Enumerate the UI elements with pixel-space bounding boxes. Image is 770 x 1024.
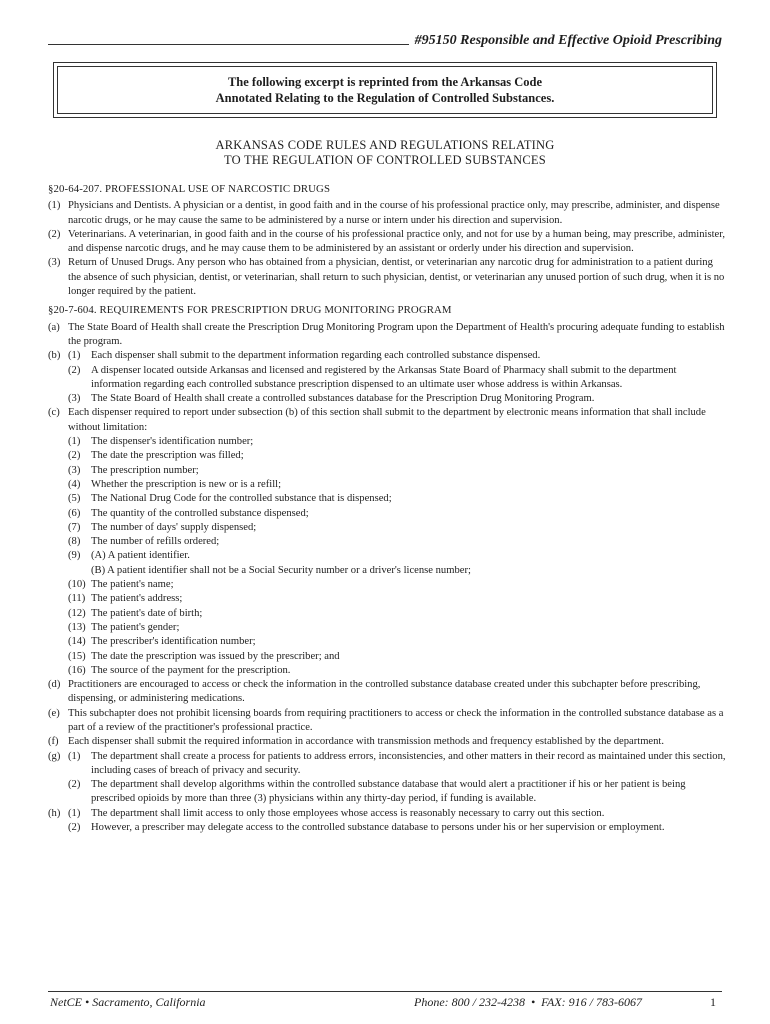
header-rule (48, 43, 409, 45)
sub-text: Each dispenser shall submit to the department information regarding each controlled substance dispensed. (91, 350, 541, 362)
sub-item (68, 349, 728, 363)
excerpt-notice-box (53, 62, 717, 118)
field-marker: (6) (68, 507, 81, 519)
list-item (48, 256, 728, 299)
item-text: Practitioners are encouraged to access or check the information in the controlled substance database created under this subchapter before prescribing, dispensing, or administering medications. (68, 679, 701, 705)
course-title: #95150 Responsible and Effective Opioid Prescribing (414, 33, 722, 48)
field-text: Whether the prescription is new or is a refill; (91, 478, 282, 490)
item-body (68, 750, 728, 779)
item-marker: (h) (48, 807, 61, 819)
field-marker: (12) (68, 607, 86, 619)
list-item (48, 199, 728, 228)
sub-text: The State Board of Health shall create a controlled substances database for the Prescription Drug Monitoring Program. (91, 393, 595, 405)
field-marker: (15) (68, 650, 86, 662)
list-item (48, 349, 728, 363)
field-text: (B) A patient identifier shall not be a Social Security number or a driver's license number; (91, 564, 471, 576)
page-number: 1 (710, 995, 716, 1009)
sub-marker: (2) (68, 822, 81, 834)
section-heading-pdmp: §20-7-604. REQUIREMENTS FOR PRESCRIPTION DRUG MONITORING PROGRAM (48, 304, 452, 317)
field-text: The prescription number; (91, 464, 199, 476)
sub-item (68, 750, 728, 779)
field-text: The number of days' supply dispensed; (91, 521, 257, 533)
item-text: Each dispenser required to report under subsection (b) of this section shall submit to the department by electronic means information that shall include without limitation: (68, 407, 706, 433)
sub-text: However, a prescriber may delegate access to the controlled substance database to persons under his or her supervision or employment. (91, 822, 665, 834)
sub-text: A dispenser located outside Arkansas and licensed and registered by the Arkansas State Board of Pharmacy shall submit to the department information regarding each controlled substance prescription dispensed to an ultimate user whose address is within Arkansas. (91, 364, 677, 390)
item-marker: (2) (48, 228, 61, 240)
field-marker: (3) (68, 464, 81, 476)
sub-marker: (1) (68, 350, 81, 362)
list-item (48, 228, 728, 257)
data-field-item (48, 478, 728, 492)
page-footer (48, 991, 722, 1009)
data-field-item (48, 578, 728, 592)
data-field-item (48, 635, 728, 649)
item-marker: (d) (48, 679, 61, 691)
data-field-item (48, 492, 728, 506)
list-item (48, 735, 728, 749)
field-text: The number of refills ordered; (91, 536, 220, 548)
page-header (48, 33, 722, 49)
sub-marker: (1) (68, 750, 81, 762)
item-marker: (f) (48, 736, 59, 748)
section-heading-narcotic-drugs: §20-64-207. PROFESSIONAL USE OF NARCOSTIC DRUGS (48, 183, 331, 195)
field-marker: (14) (68, 636, 86, 648)
item-marker: (c) (48, 407, 60, 419)
document-title-line-1: ARKANSAS CODE RULES AND REGULATIONS RELATING (215, 138, 555, 152)
sub-text: The department shall develop algorithms within the controlled substance database that would alert a practitioner if his or her patient is being prescribed opioids by more than three (3) physicians within any thirty-day period, if funding is available. (91, 779, 686, 805)
list-item (48, 807, 728, 821)
data-field-item (48, 592, 728, 606)
field-marker: (11) (68, 593, 86, 605)
field-text: (A) A patient identifier. (91, 550, 190, 562)
document-title (48, 138, 722, 168)
field-marker: (4) (68, 478, 81, 490)
data-field-item (48, 607, 728, 621)
list-item (48, 707, 728, 736)
field-marker: (9) (68, 550, 81, 562)
field-text: The dispenser's identification number; (91, 436, 254, 448)
list-item (48, 750, 728, 779)
data-field-item (48, 650, 728, 664)
sub-item (68, 807, 728, 821)
field-marker: (5) (68, 493, 81, 505)
list-item (48, 406, 728, 435)
field-marker: (7) (68, 521, 81, 533)
sub-marker: (2) (68, 364, 81, 376)
field-marker: (2) (68, 450, 81, 462)
sub-item (48, 778, 728, 807)
field-marker (68, 564, 91, 578)
item-marker: (1) (48, 200, 61, 212)
item-text: Each dispenser shall submit the required information in accordance with transmission methods and frequency established by the department. (68, 736, 665, 748)
data-field-item (48, 564, 728, 578)
field-marker: (13) (68, 621, 86, 633)
data-field-item (48, 464, 728, 478)
field-text: The National Drug Code for the controlled substance that is dispensed; (91, 493, 392, 505)
item-marker: (g) (48, 750, 61, 762)
document-body (48, 182, 728, 835)
footer-publisher: NetCE • Sacramento, California (50, 995, 206, 1009)
field-text: The patient's gender; (91, 621, 180, 633)
data-field-item (48, 549, 728, 563)
field-text: The patient's address; (91, 593, 183, 605)
footer-contact: Phone: 800 / 232-4238 • FAX: 916 / 783-6067 (414, 995, 642, 1009)
item-marker: (3) (48, 257, 61, 269)
data-field-item (48, 535, 728, 549)
data-field-item (48, 435, 728, 449)
field-text: The date the prescription was issued by the prescriber; and (91, 650, 340, 662)
item-marker: (b) (48, 350, 61, 362)
field-text: The source of the payment for the prescription. (91, 664, 291, 676)
sub-text: The department shall create a process for patients to address errors, inconsistencies, and other matters in their record as maintained under this section, including cases of breach of privacy and security. (91, 750, 726, 776)
excerpt-notice-line-2: Annotated Relating to the Regulation of Controlled Substances. (215, 91, 555, 105)
document-title-line-2: TO THE REGULATION OF CONTROLLED SUBSTANCES (224, 153, 546, 167)
data-field-item (48, 449, 728, 463)
data-field-item (48, 521, 728, 535)
data-field-item (48, 664, 728, 678)
item-marker: (a) (48, 321, 60, 333)
field-text: The patient's name; (91, 579, 174, 591)
field-text: The prescriber's identification number; (91, 636, 256, 648)
excerpt-notice-line-1: The following excerpt is reprinted from the Arkansas Code (227, 75, 543, 89)
item-marker: (e) (48, 707, 60, 719)
sub-item (48, 364, 728, 393)
field-text: The quantity of the controlled substance dispensed; (91, 507, 309, 519)
data-field-item (48, 507, 728, 521)
item-text: Physicians and Dentists. A physician or a dentist, in good faith and in the course of his professional practice only, may prescribe, administer, and dispense narcotic drugs, or he may cause the same to be administered by a nurse or intern under his direction and supervision. (68, 200, 720, 226)
sub-marker: (3) (68, 393, 81, 405)
field-text: The patient's date of birth; (91, 607, 203, 619)
item-text: The State Board of Health shall create the Prescription Drug Monitoring Program upon the Department of Health's procuring adequate funding to establish the program. (68, 321, 725, 347)
field-marker: (8) (68, 536, 81, 548)
item-text: This subchapter does not prohibit licensing boards from requiring practitioners to access or check the information in the controlled substance database as a part of a review of the practitioner's professional practice. (68, 707, 724, 733)
excerpt-notice-inner (57, 66, 713, 114)
data-field-item (48, 621, 728, 635)
sub-item (48, 392, 728, 406)
field-text: The date the prescription was filled; (91, 450, 244, 462)
item-body (68, 349, 728, 363)
field-marker: (10) (68, 579, 86, 591)
item-text: Veterinarians. A veterinarian, in good faith and in the course of his professional practice only, and not for use by a human being, may prescribe, administer, and dispense narcotic drugs, and he may cause them to be administered by an assistant or orderly under his direction and supervision. (68, 228, 725, 255)
sub-marker: (1) (68, 807, 81, 819)
item-text: Return of Unused Drugs. Any person who has obtained from a physician, dentist, or veterinarian any narcotic drug for administration to a patient during the absence of such physician, dentist, or veterinarian, shall return to such physician, dentist, or veterinarian any unused portion of such drug, when it is no longer required by the patient. (68, 257, 725, 298)
field-marker: (16) (68, 664, 86, 676)
list-item (48, 678, 728, 707)
item-body (68, 807, 728, 821)
sub-item (48, 821, 728, 835)
list-item (48, 321, 728, 350)
field-marker: (1) (68, 436, 81, 448)
sub-text: The department shall limit access to only those employees whose access is reasonably necessary to carry out this section. (91, 807, 605, 819)
sub-marker: (2) (68, 779, 81, 791)
